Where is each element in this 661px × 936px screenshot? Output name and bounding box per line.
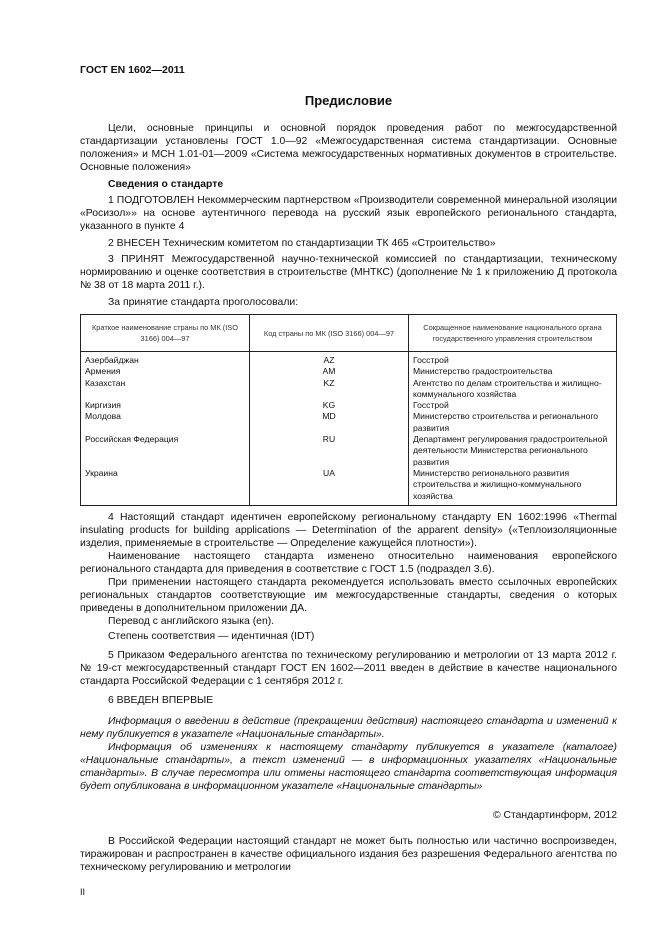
item-4-refs: При применении настоящего стандарта рекомендуется использовать вместо ссылочных европейских региональных стандартов соответствующие им межгосударственные стандарты, сведения о которых приведены в дополнительном приложении ДА. (80, 576, 617, 614)
cell-authority: Госстрой (409, 400, 617, 411)
info-heading: Сведения о стандарте (108, 179, 224, 190)
table-row (81, 366, 617, 377)
page-title: Предисловие (304, 93, 393, 108)
voted-label: За принятие стандарта проголосовали: (108, 297, 299, 308)
cell-code: KZ (250, 378, 409, 401)
cell-authority: Госстрой (409, 352, 617, 367)
cell-country: Молдова (81, 411, 250, 434)
item-3: 3 ПРИНЯТ Межгосударственной научно-технической комиссией по стандартизации, техническому нормированию и оценке соответствия в строительстве (МНТКС) (дополнение № 1 к приложению Д протокола № 38 от 18 марта 2011 г.). (80, 254, 617, 291)
item-6: 6 ВВЕДЕН ВПЕРВЫЕ (108, 694, 214, 706)
cell-authority: Министерство строительства и регионального развития (409, 411, 617, 434)
cell-country: Казахстан (81, 378, 250, 401)
cell-code: RU (250, 434, 409, 468)
item-1: 1 ПОДГОТОВЛЕН Некоммерческим партнерством «Производители современной минеральной изоляции «Росизол»» на основе аутентичного перевода на русский язык европейского регионального стандарта, указанного в пункте 4 (80, 195, 617, 232)
document-page (80, 64, 617, 899)
notice-2: Информация об изменениях к настоящему стандарту публикуется в указателе (каталоге) «Национальные стандарты», а текст изменений — в информационных указателях «Национальные стандарты». В случае пересмотра или отмены настоящего стандарта соответствующая информация будет опубликована в информационном указателе «Национальные стандарты» (80, 741, 617, 792)
item-4-degree: Степень соответствия — идентичная (IDT) (108, 630, 315, 642)
item-4-translation: Перевод с английского языка (en). (108, 615, 275, 627)
cell-code: AZ (250, 352, 409, 367)
table-row (81, 352, 617, 367)
page-number: II (80, 886, 86, 897)
table-row (81, 411, 617, 434)
item-4: 4 Настоящий стандарт идентичен европейскому региональному стандарту EN 1602:1996 «Thermal insulating products for building applications — Determination of the apparent density» («Теплоизоляционные изделия, применяемые в строительстве — Определение кажущейся плотности»). (80, 511, 617, 549)
cell-country: Киргизия (81, 400, 250, 411)
table-row (81, 434, 617, 468)
cell-code: KG (250, 400, 409, 411)
item-5: 5 Приказом Федерального агентства по техническому регулированию и метрологии от 13 марта 2012 г. № 19-ст межгосударственный стандарт ГОСТ EN 1602—2011 введен в действие в качестве национального стандарта Российской Федерации с 1 сентября 2012 г. (80, 649, 617, 687)
col-header-code: Код страны по МК (ISO 3166) 004—97 (250, 315, 409, 352)
intro-text: Цели, основные принципы и основной порядок проведения работ по межгосударственной стандартизации установлены ГОСТ 1.0—92 «Межгосударственная система стандартизации. Основные положения» и МСН 1.01-01—2009 «Система межгосударственных нормативных документов в строительстве. Основные положения» (80, 123, 617, 173)
cell-country: Украина (81, 468, 250, 505)
cell-code: MD (250, 411, 409, 434)
table-row (81, 468, 617, 505)
voting-table (80, 314, 617, 506)
item-4-name: Наименование настоящего стандарта изменено относительно наименования европейского регионального стандарта для приведения в соответствие с ГОСТ 1.5 (подраздел 3.6). (80, 550, 617, 575)
cell-code: AM (250, 366, 409, 377)
cell-authority: Департамент регулирования градостроительной деятельности Министерства регионального развития (409, 434, 617, 468)
table-row (81, 400, 617, 411)
col-header-country: Краткое наименование страны по МК (ISO 3166) 004—97 (81, 315, 250, 352)
item-2: 2 ВНЕСЕН Техническим комитетом по стандартизации ТК 465 «Строительство» (108, 238, 496, 249)
copyright: © Стандартинформ, 2012 (492, 809, 617, 821)
document-header: ГОСТ EN 1602—2011 (80, 64, 185, 76)
notice-1: Информация о введении в действие (прекращении действия) настоящего стандарта и изменений к нему публикуется в указателе «Национальные стандарты». (80, 715, 617, 740)
cell-authority: Агентство по делам строительства и жилищно-коммунального хозяйства (409, 378, 617, 401)
rights-notice: В Российской Федерации настоящий стандарт не может быть полностью или частично воспроизведен, тиражирован и распространен в качестве официального издания без разрешения Федерального агентства по техническому регулированию и метрологии (80, 835, 617, 873)
cell-country: Азербайджан (81, 352, 250, 367)
table-row (81, 378, 617, 401)
cell-authority: Министерство градостроительства (409, 366, 617, 377)
col-header-authority: Сокращенное наименование национального органа государственного управления строительством (409, 315, 617, 352)
intro-paragraph (80, 122, 617, 174)
cell-country: Армения (81, 366, 250, 377)
cell-authority: Министерство регионального развития строительства и жилищно-коммунального хозяйства (409, 468, 617, 505)
cell-code: UA (250, 468, 409, 505)
cell-country: Российская Федерация (81, 434, 250, 468)
